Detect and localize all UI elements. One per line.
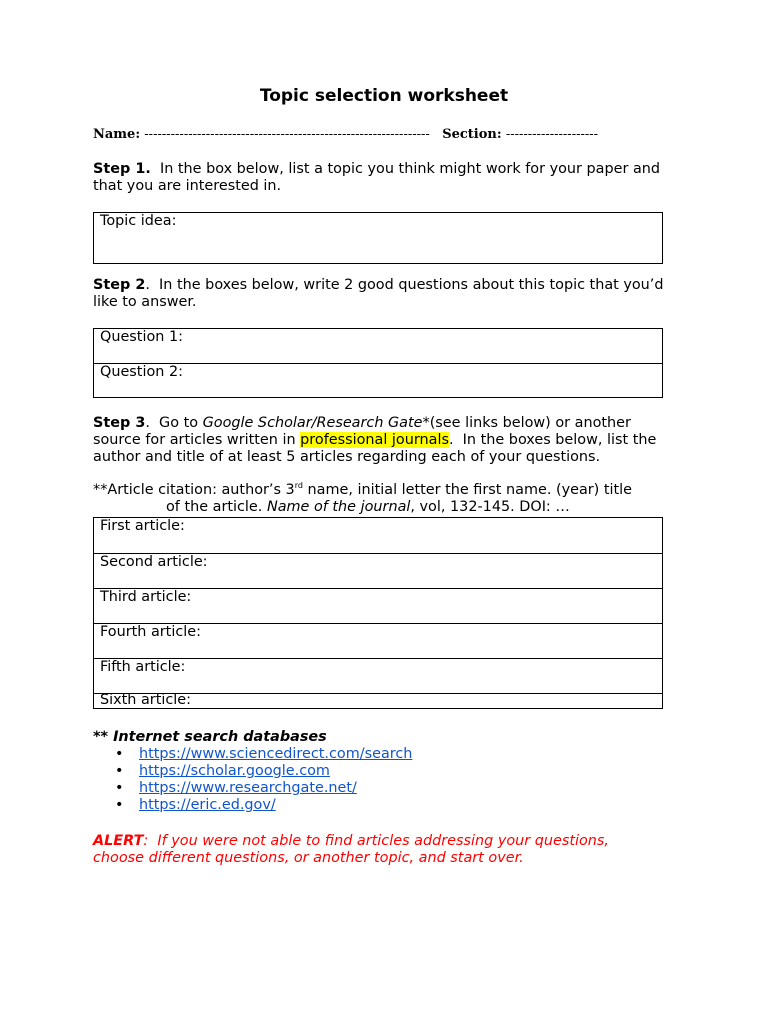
topic-idea-box[interactable] xyxy=(93,212,663,264)
alert-label: ALERT xyxy=(93,833,144,849)
citation-line-2 xyxy=(93,499,693,516)
citation-journal: Name of the journal xyxy=(266,499,411,515)
article-label: Second article: xyxy=(100,554,208,570)
list-item xyxy=(93,780,412,797)
step3-label: Step 3 xyxy=(93,415,146,431)
article-row[interactable] xyxy=(94,553,662,588)
databases-heading xyxy=(93,729,678,746)
question-2-label: Question 2: xyxy=(100,364,183,380)
step3-text-b: *(see links below) or another source for articles written in xyxy=(93,415,631,448)
bullet-icon: • xyxy=(115,746,124,762)
list-item xyxy=(93,797,412,814)
step1-label: Step 1. xyxy=(93,161,151,177)
question-2-field[interactable] xyxy=(94,363,662,397)
questions-table xyxy=(93,328,663,398)
step1-text: In the box below, list a topic you think might work for your paper and that you are interested in. xyxy=(93,161,665,194)
bullet-icon: • xyxy=(115,763,124,779)
highlighted-text: professional journals xyxy=(300,432,449,448)
citation-format xyxy=(93,482,693,516)
name-blank: ----------------------------------------------------------------- xyxy=(144,127,430,142)
citation-line2-a: of the article. xyxy=(166,499,267,515)
name-label: Name: xyxy=(93,127,141,142)
alert-note xyxy=(93,833,663,867)
bullet-icon: • xyxy=(115,797,124,813)
alert-text: : If you were not able to find articles addressing your questions, choose different questions, or another topic, and start over. xyxy=(93,833,614,866)
topic-idea-label: Topic idea: xyxy=(100,213,177,229)
question-1-field[interactable] xyxy=(94,329,662,363)
topic-idea-field[interactable] xyxy=(94,213,662,263)
step2-instructions xyxy=(93,277,678,311)
name-section-line xyxy=(93,127,693,142)
step1-instructions xyxy=(93,161,678,195)
citation-middle: name, initial letter the first name. (year) title xyxy=(302,482,633,498)
question-1-label: Question 1: xyxy=(100,329,183,345)
articles-table xyxy=(93,517,663,709)
article-label: First article: xyxy=(100,518,185,534)
page-title: Topic selection worksheet xyxy=(259,86,509,106)
link-sciencedirect[interactable]: https://www.sciencedirect.com/search xyxy=(139,746,413,762)
database-links xyxy=(93,746,412,814)
citation-line2-b: , vol, 132-145. DOI: … xyxy=(410,499,570,515)
list-item xyxy=(93,746,412,763)
article-label: Third article: xyxy=(100,589,192,605)
article-row[interactable] xyxy=(94,623,662,658)
step3-text-a: . Go to xyxy=(145,415,203,431)
citation-prefix: **Article citation: author’s 3 xyxy=(93,482,295,498)
step3-text-c: . In the boxes below, list the author and title of at least 5 articles regarding each of your questions. xyxy=(93,432,661,465)
citation-superscript: rd xyxy=(294,481,303,490)
article-label: Fourth article: xyxy=(100,624,201,640)
list-item xyxy=(93,763,412,780)
article-row[interactable] xyxy=(94,693,662,708)
article-label: Fifth article: xyxy=(100,659,186,675)
bullet-icon: • xyxy=(115,780,124,796)
link-eric[interactable]: https://eric.ed.gov/ xyxy=(139,797,276,813)
citation-line-1 xyxy=(93,482,693,499)
article-row[interactable] xyxy=(94,588,662,623)
step3-instructions xyxy=(93,415,678,466)
link-google-scholar[interactable]: https://scholar.google.com xyxy=(139,763,330,779)
databases-heading-text: Internet search databases xyxy=(113,729,327,745)
article-row[interactable] xyxy=(94,518,662,553)
step3-sites: Google Scholar/Research Gate xyxy=(202,415,423,431)
article-row[interactable] xyxy=(94,658,662,693)
section-blank: --------------------- xyxy=(505,127,599,142)
link-researchgate[interactable]: https://www.researchgate.net/ xyxy=(139,780,357,796)
step2-label: Step 2 xyxy=(93,277,146,293)
databases-heading-stars: ** xyxy=(93,729,114,745)
section-label: Section: xyxy=(442,127,502,142)
step2-text: . In the boxes below, write 2 good questions about this topic that you’d like to answer. xyxy=(93,277,669,310)
article-label: Sixth article: xyxy=(100,693,191,708)
